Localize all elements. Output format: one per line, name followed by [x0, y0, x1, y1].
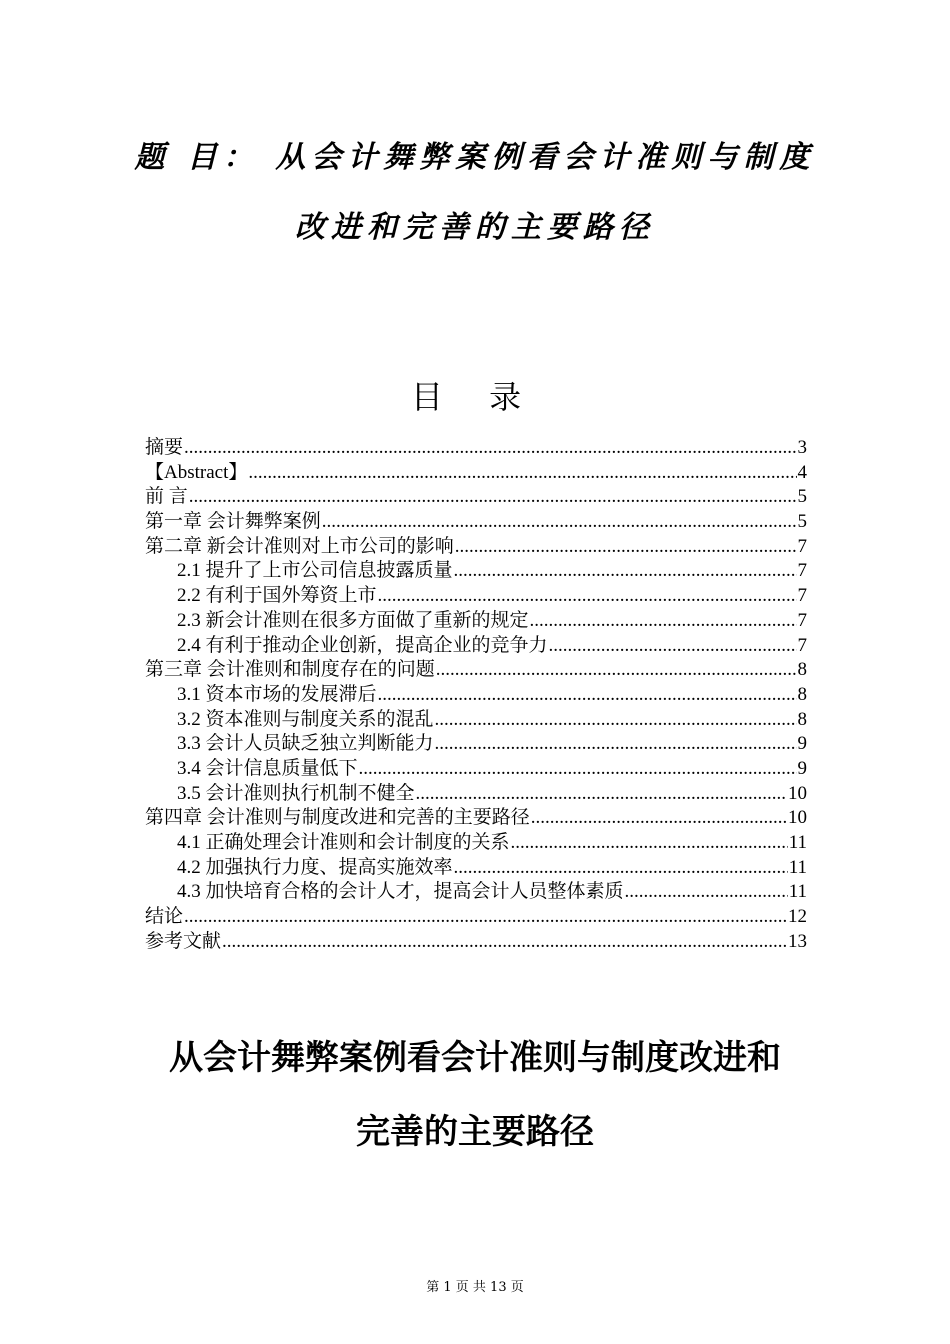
toc-entry[interactable]: [145, 609, 807, 634]
toc-entry-title: 2.2 有利于国外筹资上市: [177, 585, 377, 607]
toc-entry-page-number: 4: [797, 461, 807, 483]
toc-entry-page-number: 10: [788, 807, 807, 829]
toc-entry[interactable]: [145, 782, 807, 807]
toc-entry[interactable]: [145, 510, 807, 535]
cover-title-line-2: 改进和完善的主要路径: [295, 210, 655, 245]
toc-entry[interactable]: [145, 535, 807, 560]
toc-entry-page-number: 8: [797, 708, 807, 730]
toc-entry-page-number: 5: [797, 511, 807, 533]
toc-entry[interactable]: [145, 732, 807, 757]
toc-dot-leader: [435, 732, 797, 757]
toc-entry[interactable]: [145, 757, 807, 782]
toc-entry[interactable]: [145, 806, 807, 831]
toc-entry-page-number: 9: [797, 733, 807, 755]
toc-entry-title: 【Abstract】: [145, 461, 248, 483]
toc-dot-leader: [184, 436, 796, 461]
toc-entry-title: 3.2 资本准则与制度关系的混乱: [177, 708, 434, 730]
toc-dot-leader: [549, 634, 797, 659]
main-title-line-1: 从会计舞弊案例看会计准则与制度改进和: [169, 1038, 781, 1078]
toc-entry-page-number: 11: [788, 881, 807, 903]
toc-dot-leader: [454, 856, 788, 881]
toc-entry-page-number: 7: [797, 634, 807, 656]
toc-entry-title: 2.1 提升了上市公司信息披露质量: [177, 560, 453, 582]
toc-entry-title: 3.3 会计人员缺乏独立判断能力: [177, 733, 434, 755]
cover-title-line-1: 题 目： 从会计舞弊案例看会计准则与制度: [134, 140, 816, 175]
toc-entry-title: 3.1 资本市场的发展滞后: [177, 683, 377, 705]
toc-heading: 目 录: [410, 378, 540, 416]
toc-dot-leader: [378, 683, 797, 708]
toc-entry-page-number: 8: [797, 683, 807, 705]
toc-dot-leader: [378, 584, 797, 609]
toc-entry-page-number: 5: [797, 486, 807, 508]
toc-entry-page-number: 7: [797, 609, 807, 631]
toc-entry-title: 3.4 会计信息质量低下: [177, 757, 358, 779]
toc-dot-leader: [436, 658, 797, 683]
toc-entry-page-number: 3: [797, 437, 807, 458]
toc-entry-title: 结论: [145, 906, 184, 928]
toc-entry-page-number: 9: [797, 757, 807, 779]
toc-entry[interactable]: [145, 436, 807, 461]
toc-entry-title: 前 言: [145, 486, 188, 508]
toc-dot-leader: [530, 609, 797, 634]
toc-dot-leader: [625, 880, 788, 905]
main-title-line-2: 完善的主要路径: [356, 1112, 594, 1152]
toc-entry[interactable]: [145, 634, 807, 659]
toc-entry-title: 第三章 会计准则和制度存在的问题: [145, 659, 435, 681]
toc-entry-page-number: 8: [797, 659, 807, 681]
toc-entry[interactable]: [145, 708, 807, 733]
toc-entry-title: 摘要: [145, 437, 184, 458]
toc-entry[interactable]: [145, 461, 807, 486]
toc-entry[interactable]: [145, 485, 807, 510]
toc-dot-leader: [455, 535, 797, 560]
toc-entry-page-number: 12: [788, 906, 807, 928]
table-of-contents: [145, 436, 807, 954]
toc-entry-page-number: 7: [797, 585, 807, 607]
toc-entry-title: 2.3 新会计准则在很多方面做了重新的规定: [177, 609, 529, 631]
toc-entry[interactable]: [145, 683, 807, 708]
page-footer: 第 1 页 共 13 页: [426, 1280, 524, 1295]
toc-entry-title: 4.3 加快培育合格的会计人才，提高会计人员整体素质: [177, 881, 624, 903]
toc-entry-title: 第一章 会计舞弊案例: [145, 511, 321, 533]
toc-dot-leader: [359, 757, 797, 782]
toc-entry-title: 3.5 会计准则执行机制不健全: [177, 782, 415, 804]
toc-dot-leader: [435, 708, 797, 733]
toc-entry-page-number: 7: [797, 560, 807, 582]
toc-entry-title: 2.4 有利于推动企业创新，提高企业的竞争力: [177, 634, 548, 656]
toc-entry[interactable]: [145, 584, 807, 609]
toc-entry-page-number: 10: [788, 782, 807, 804]
toc-entry-page-number: 11: [788, 832, 807, 853]
toc-entry-page-number: 11: [788, 856, 807, 878]
toc-dot-leader: [511, 831, 788, 856]
toc-entry-title: 参考文献: [145, 930, 222, 952]
toc-entry[interactable]: [145, 831, 807, 856]
toc-entry-title: 第二章 新会计准则对上市公司的影响: [145, 535, 454, 557]
toc-dot-leader: [222, 930, 787, 955]
toc-entry-page-number: 7: [797, 535, 807, 557]
toc-entry-title: 第四章 会计准则与制度改进和完善的主要路径: [145, 807, 530, 829]
toc-dot-leader: [189, 485, 797, 510]
toc-entry[interactable]: [145, 880, 807, 905]
toc-entry[interactable]: [145, 856, 807, 881]
toc-entry-title: 4.2 加强执行力度、提高实施效率: [177, 856, 453, 878]
toc-entry[interactable]: [145, 930, 807, 955]
toc-entry[interactable]: [145, 658, 807, 683]
toc-entry-title: 4.1 正确处理会计准则和会计制度的关系: [177, 832, 510, 853]
toc-entry-page-number: 13: [788, 930, 807, 952]
toc-dot-leader: [184, 905, 787, 930]
toc-dot-leader: [322, 510, 797, 535]
toc-dot-leader: [416, 782, 787, 807]
toc-dot-leader: [248, 461, 796, 486]
toc-entry[interactable]: [145, 905, 807, 930]
toc-dot-leader: [454, 559, 797, 584]
toc-dot-leader: [531, 806, 787, 831]
toc-entry[interactable]: [145, 559, 807, 584]
